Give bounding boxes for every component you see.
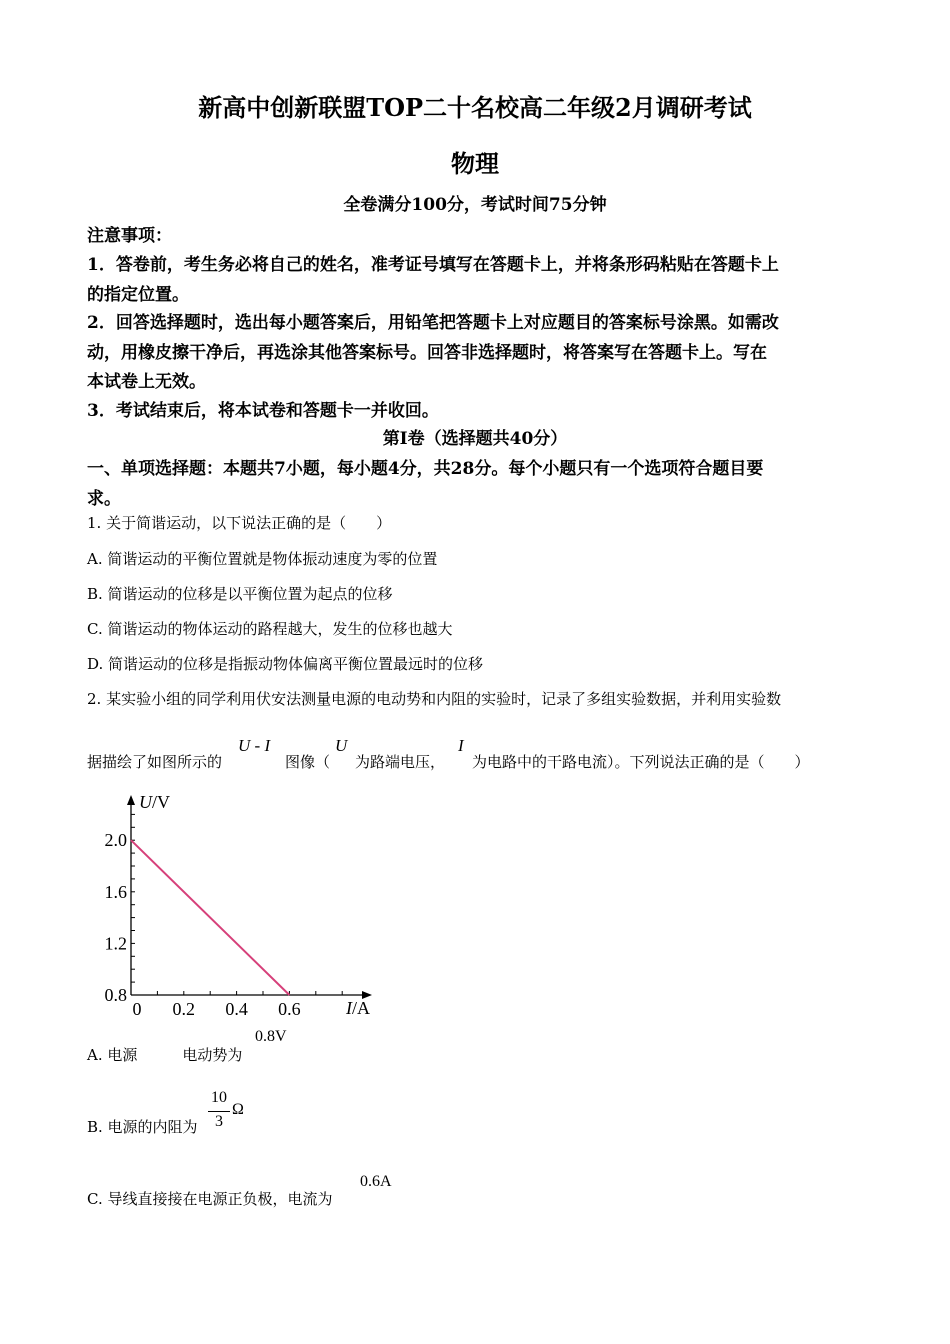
- y-tick-label: 2.0: [104, 830, 127, 851]
- ui-graph: [90, 785, 390, 1020]
- x-tick-label: 0.6: [278, 999, 301, 1019]
- q2-math-u: U: [335, 736, 348, 755]
- q2-option-b: B. 电源的内阻为: [87, 1118, 198, 1136]
- volume-heading: 第Ⅰ卷（选择题共40分）: [382, 429, 568, 449]
- part1-heading-line-1: 一、单项选择题：本题共7小题，每小题4分，共28分。每个小题只有一个选项符合题目要: [87, 459, 764, 479]
- notes-heading: 注意事项：: [87, 226, 172, 246]
- series-line: [131, 840, 289, 995]
- q1-option-d: D. 简谐运动的位移是指振动物体偏离平衡位置最远时的位移: [87, 655, 484, 673]
- note-2-line-3: 本试卷上无效。: [87, 372, 206, 392]
- q2-option-b-unit: Ω: [232, 1101, 244, 1118]
- q1-option-c: C. 简谐运动的物体运动的路程越大，发生的位移也越大: [87, 620, 453, 638]
- q2-option-a-value: 0.8V: [255, 1028, 287, 1045]
- x-tick-label: 0: [132, 999, 142, 1019]
- q2-stem-part-a: 据描绘了如图所示的: [87, 753, 223, 771]
- q2-option-c: C. 导线直接接在电源正负极，电流为: [87, 1190, 333, 1208]
- note-1-line-2: 的指定位置。: [87, 285, 189, 305]
- y-tick-label: 1.2: [104, 933, 127, 954]
- y-tick-label: 1.6: [104, 881, 127, 902]
- note-1-line-1: 1．答卷前，考生务必将自己的姓名，准考证号填写在答题卡上，并将条形码粘贴在答题卡上: [87, 255, 779, 275]
- note-3: 3．考试结束后，将本试卷和答题卡一并收回。: [87, 401, 439, 421]
- x-tick-label: 0.4: [225, 999, 248, 1019]
- q2-stem-part-c: 为路端电压，: [355, 753, 446, 771]
- q2-stem-part-b: 图像（: [285, 753, 331, 771]
- y-tick-label: 0.8: [104, 985, 127, 1005]
- x-tick-label: 0.2: [172, 999, 196, 1019]
- x-axis-label: I/A: [346, 998, 370, 1018]
- fraction-bar: [208, 1111, 230, 1112]
- q2-stem-part-d: 为电路中的干路电流）。下列说法正确的是（ ）: [472, 753, 810, 771]
- subject-title: 物理: [451, 149, 499, 178]
- q1-option-a: A. 简谐运动的平衡位置就是物体振动速度为零的位置: [87, 550, 438, 568]
- q2-stem-line-1: 2. 某实验小组的同学利用伏安法测量电源的电动势和内阻的实验时，记录了多组实验数据，并利用实验数: [87, 690, 782, 708]
- q2-option-b-numerator: 10: [211, 1089, 227, 1106]
- q1-stem: 1. 关于简谐运动，以下说法正确的是（ ）: [87, 514, 392, 532]
- y-axis-label: U/V: [139, 792, 170, 812]
- exam-info: 全卷满分100分，考试时间75分钟: [343, 195, 607, 215]
- y-axis-arrow: [127, 795, 135, 805]
- q2-math-ui: U - I: [238, 736, 271, 755]
- q1-option-b: B. 简谐运动的位移是以平衡位置为起点的位移: [87, 585, 393, 603]
- note-2-line-1: 2．回答选择题时，选出每小题答案后，用铅笔把答题卡上对应题目的答案标号涂黑。如需改: [87, 313, 779, 333]
- exam-title: 新高中创新联盟TOP二十名校高二年级2月调研考试: [198, 93, 752, 122]
- part1-heading-line-2: 求。: [87, 489, 121, 509]
- q2-option-b-denominator: 3: [215, 1113, 223, 1130]
- q2-option-c-value: 0.6A: [360, 1173, 392, 1190]
- q2-math-i: I: [458, 736, 464, 755]
- q2-option-a: A. 电源 电动势为: [87, 1046, 243, 1064]
- note-2-line-2: 动，用橡皮擦干净后，再选涂其他答案标号。回答非选择题时，将答案写在答题卡上。写在: [87, 343, 767, 363]
